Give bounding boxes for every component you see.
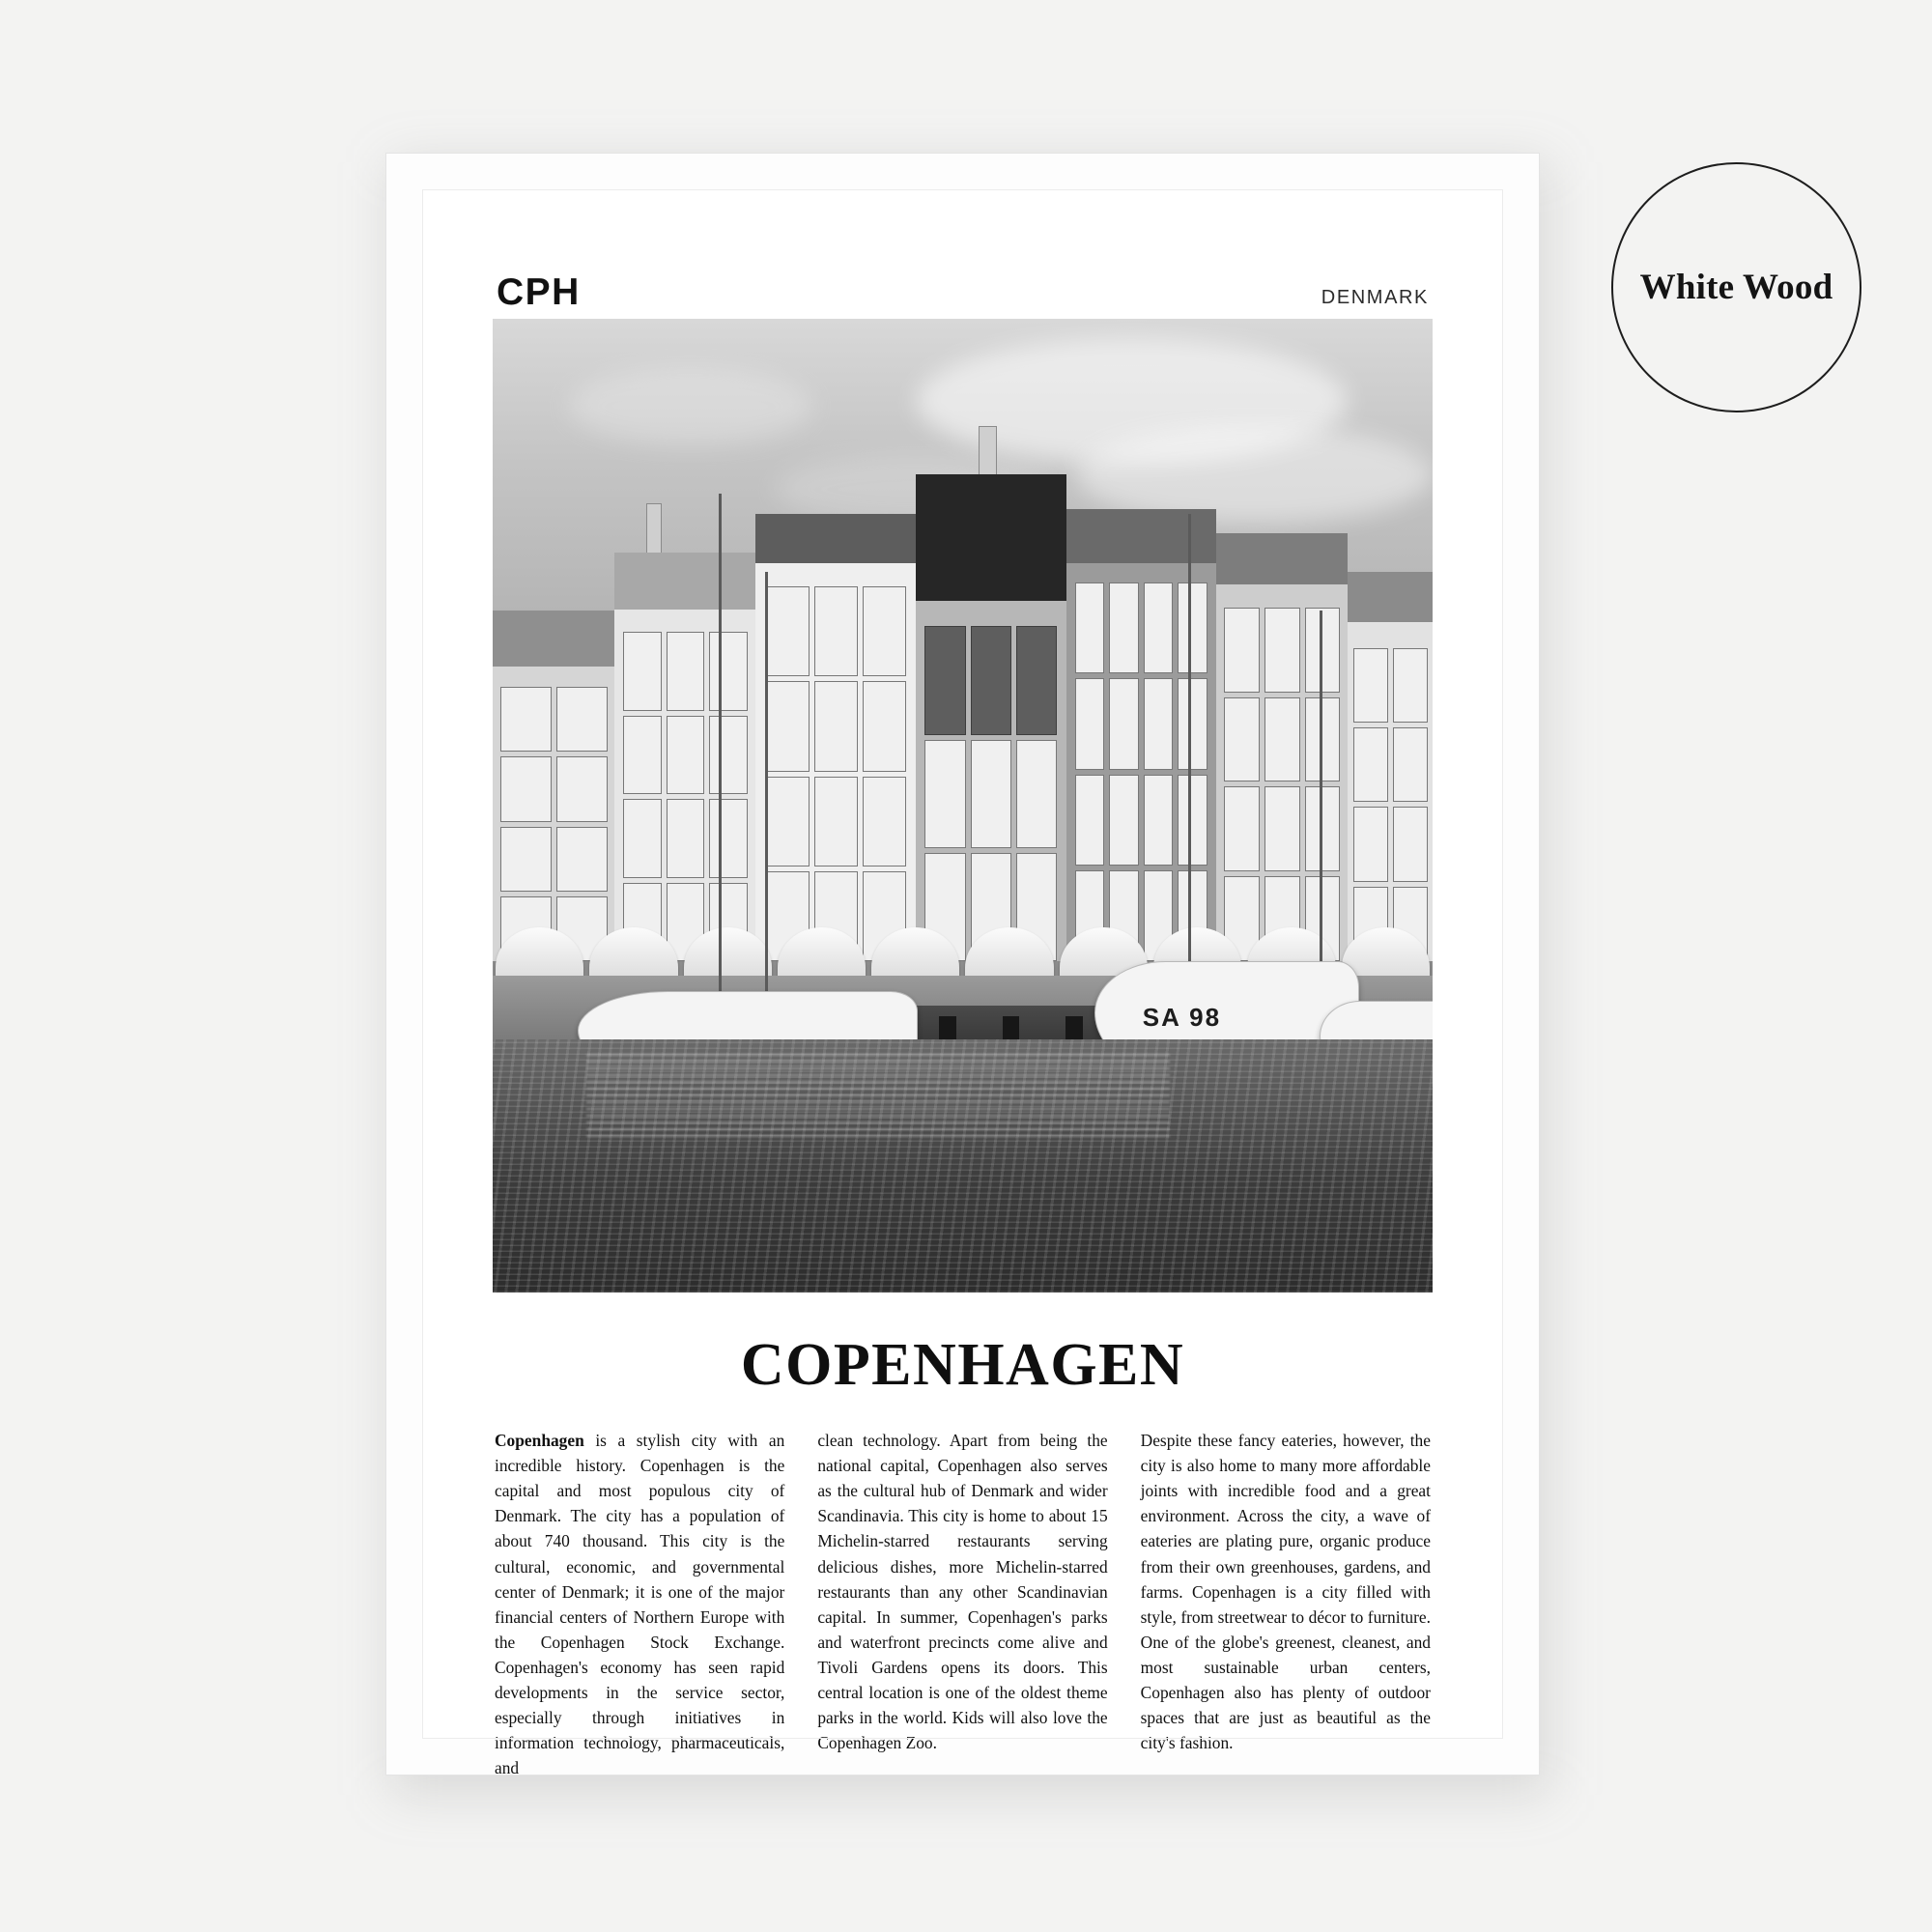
- boat-mast: [1188, 514, 1191, 1039]
- text-column: [817, 1428, 1107, 1781]
- boat-mast: [719, 494, 722, 1038]
- cloud-shape: [568, 367, 812, 445]
- material-badge-label: White Wood: [1639, 268, 1833, 307]
- window-grid: [1353, 642, 1428, 962]
- text-column: [1141, 1428, 1431, 1781]
- material-badge: [1611, 162, 1861, 412]
- window-grid: [500, 681, 608, 961]
- boat-mast: [765, 572, 768, 1039]
- roof: [916, 474, 1066, 601]
- townhouse: [1216, 533, 1348, 962]
- text-column: [495, 1428, 784, 1781]
- poster-header: [493, 273, 1433, 319]
- poster-title: COPENHAGEN: [740, 1332, 1185, 1398]
- poster-mat: [423, 190, 1502, 1778]
- text-lead-in: Copenhagen: [495, 1431, 584, 1450]
- poster-body-text: [493, 1428, 1433, 1781]
- text-body: Despite these fancy eateries, however, the city is also home to many more affordable joints with incredible food and a great environment. Across the city, a wave of eateries are plating pure, organic produce from their own greenhouses, gardens, and farms. Copenhagen is a city filled with style, from streetwear to décor to furniture. One of the globe's greenest, cleanest, and most sustainable urban centers, Copenhagen also has plenty of outdoor spaces that are just as beautiful as the city's fashion.: [1140, 1431, 1431, 1753]
- roof: [1216, 533, 1348, 584]
- townhouse-dark-roof: [916, 474, 1066, 961]
- roof: [1066, 509, 1217, 563]
- poster-city-code: CPH: [497, 271, 581, 313]
- boat-name-label: SA 98: [1142, 1003, 1222, 1033]
- window-grid: [765, 581, 906, 961]
- window-grid: [623, 626, 747, 961]
- window-grid: [924, 620, 1057, 961]
- roof: [1348, 572, 1433, 622]
- roof: [614, 553, 755, 610]
- text-body: clean technology. Apart from being the national capital, Copenhagen also serves as the cultural hub of Denmark and wider Scandinavia. This city is home to about 15 Michelin-starred restaurants serving delicious dishes, more Michelin-starred restaurants than any other Scandinavian capital. In summer, Copenhagen's parks and waterfront precincts come alive and Tivoli Gardens opens its doors. This central location is one of the oldest theme parks in the world. Kids will also love the Copenhagen Zoo.: [817, 1431, 1108, 1753]
- townhouse: [614, 553, 755, 961]
- roof: [755, 514, 915, 563]
- poster-country-label: DENMARK: [1321, 287, 1429, 308]
- townhouse-brick: [1066, 509, 1217, 962]
- water-reflection: [586, 1049, 1169, 1137]
- townhouse: [755, 514, 915, 962]
- poster-photograph: [493, 319, 1433, 1293]
- roof: [493, 611, 614, 667]
- townhouse: [1348, 572, 1433, 961]
- photo-buildings: [493, 474, 1433, 961]
- text-body: is a stylish city with an incredible history. Copenhagen is the capital and most populous city of Denmark. The city has a population of about 740 thousand. This city is the cultural, economic, and governmental center of Denmark; it is one of the major financial centers of Northern Europe with the Copenhagen Stock Exchange. Copenhagen's economy has seen rapid developments in the service sector, especially through initiatives in information technology, pharmaceuticals, and: [495, 1431, 785, 1778]
- townhouse: [493, 611, 614, 961]
- picture-frame: [385, 153, 1540, 1776]
- window-grid: [1224, 602, 1340, 962]
